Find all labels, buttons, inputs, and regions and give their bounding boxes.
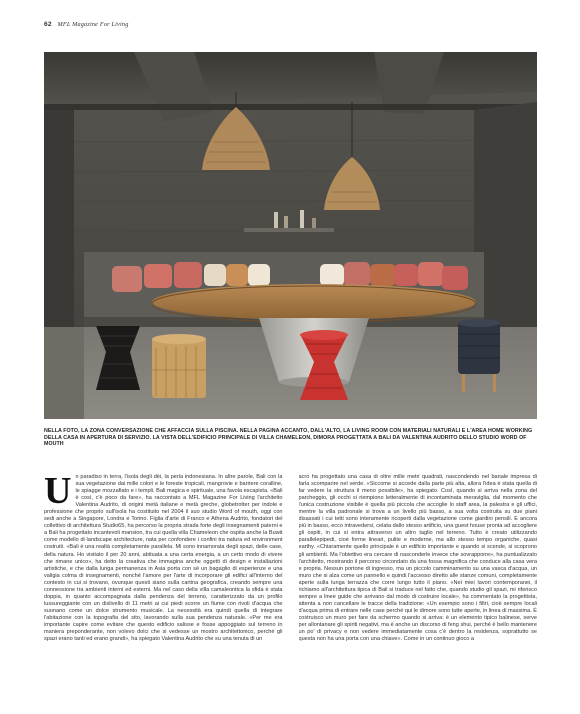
magazine-name: MFL Magazine For Living	[57, 21, 129, 28]
article-text-2: acro ha progettato una casa di oltre mille metri quadrati, nascondendo nel banale impresa di farla scomparire nel verde. «Siccome si accede dalla parte più alta, allora l'idea è stata quella di far vedere la struttura il meno possibile», ha spiegato. Così, quando si arriva nella zona del parcheggio, gli occhi si riempiono letteralmente di incontaminata meraviglia, dal momento che l'unica costruzione visibile è quella più piccola che accoglie lo staff area, la palestra e gli uffici, mentre la villa padronale si trova a un livello più basso, a sua volta costruita su due piani disassati i cui tetti sono interamente ricoperti dalla vegetazione come giardini pensili. E ancora più in basso, ecco intravedersi, celata dallo stesso artificio, una guest house pronta ad accogliere gli ospiti, in cui si entra attraverso un altro taglio nel terreno. Tutto è creato utilizzando parallelepipedi, cioè forme lineari, pulite e moderne, ma allo stesso tempo organiche, quasi earthy. «Chiaramente quello principale è un edificio importante e quando si scende, si scoprono gli ambienti. Ma l'obiettivo era cercare di nasconderle invece che sovrapporre», ha puntualizzato l'architetto, mostrando il percorso circondato da una fossa magnifica che conduce alla casa vera e propria. Nessun portone di ingresso, ma un piccolo camminamento su una vasca d'acqua, un muro che si alza come un pannello e quindi l'accesso diretto alle stanze comuni, completamente aperte sulla lunga terrazza che corre lungo tutto il piano. «Nei miei lavori contemporanei, il richiamo all'architettura tipica di Bali si traduce nel fatto che, quando studio gli spazi, mi riferisco sempre a linee guide che arrivano dal modo di costruire locale», ha commentato la progettista, attenta a non cancellare le tracce della tradizione: «Un esempio sono i filtri, cioè sempre locali d'acqua prima di entrare nelle case perché qui le dimore sono tutte aperte, in linea di massima. È costruisco un muro per fare da schermo quando si arriva: è un elemento tipico balinese, serve per allontanare gli spiriti negativi, ma è anche un discorso di feng shui, perché è bello mantenere un po' di privacy e non vedere immediatamente cosa c'è dentro la residenza, soprattutto se questa non ha una porta con una chiave». Come in un continuo gioco a	[298, 474, 537, 643]
page-header	[44, 21, 129, 33]
photo-caption: NELLA FOTO, LA ZONA CONVERSAZIONE CHE AFFACCIA SULLA PISCINA. NELLA PAGINA ACCANTO, DALL'ALTO, LA LIVING ROOM CON MATERIALI NATURALI E L'AREA HOME WORKING DELLA CASA IN APERTURA DI SERVIZIO. LA VISTA DELL'EDIFICIO PRINCIPALE DI VILLA CHAMELEON, DIMORA PROGETTATA A BALI DA VALENTINA AUDRITO DELLO STUDIO WORD OF MOUTH	[44, 428, 533, 448]
article-column-1	[44, 474, 283, 694]
page-number: 62	[44, 21, 52, 28]
article-text-1: n paradiso in terra, l'isola degli dèi, la perla indonesiana. In altre parole, Bali con la sua vegetazione dai mille colori e le foreste tropicali, mangrovie e barriere coralline, le spiagge mozzafiato e i templi. Bali magica e spirituale, una favola escapista. «Bali è così, c'è poco da fare», ha raccontato a MFL Magazine For Living l'architetto Valentina Audrito, di origini metà italiane e metà greche, globetrotter per indole e professione che proprio sull'isola ha costituito nel 2004 il suo studio Word of mouth, oggi con sedi anche a Singapore, Londra e Torino. Figlia d'arte di Franco e Athena Audrito, fondatori del collettivo di architettura Studio65, ha percorso la propria strada forte degli insegnamenti paterni e a Bali ha progettato incantevoli mansion, tra cui quella villa Chameleon che ospita anche la Buwit come modello di landscape architecture, nata per confondere i confini tra natura ed environment costruiti. «Bali è una realtà completamente parallela. Mi sono innamorata degli spazi, delle case, della natura. Ho visitato il per 20 anni, abituata a una certa energia, a un certo modo di vivere che rimane unico», ha detto la creativa che immagina anche oggetti di design e installazioni artistiche, e che dalla lunga permanenza in Asia porta con sé un bagaglio di esperienze e una valigia colma di insegnamenti, nonché l'amore per l'arte di incorporare gli edifici all'interno del contesto in cui si trovano, ovunque questi siano sulla cartina geografica, creando sempre una connessione tra ambienti interni ed esterni. Ma nel caso della villa camaleontica la sfida è stata doppia, in quanto accompagnata dalla pendenza del terreno, caratterizzato da un profilo lussureggiante con un dislivello di 11 metri ai cui piedi scorre un fiume con rivoli d'acqua che suonano come un dolce strumento musicale. La necessità era quindi quella di integrare l'abitazione con la topografia del sito, lavorando sulla sua pendenza naturale. «Per me era importante capire come evitare che questo edificio salisse e fosse appoggiato sul terreno in maniera preponderante, non volevo dolci che si vedesse un mostro architettonico, perché gli spazi erano tanti ed erano grandi», ha spiegato Valentina Audrito che su una tenuta di un	[44, 474, 283, 643]
drop-cap: U	[44, 474, 72, 512]
article-column-2	[299, 474, 538, 694]
article-body	[44, 474, 537, 694]
living-room-photo	[44, 52, 537, 419]
main-photo	[44, 52, 537, 419]
